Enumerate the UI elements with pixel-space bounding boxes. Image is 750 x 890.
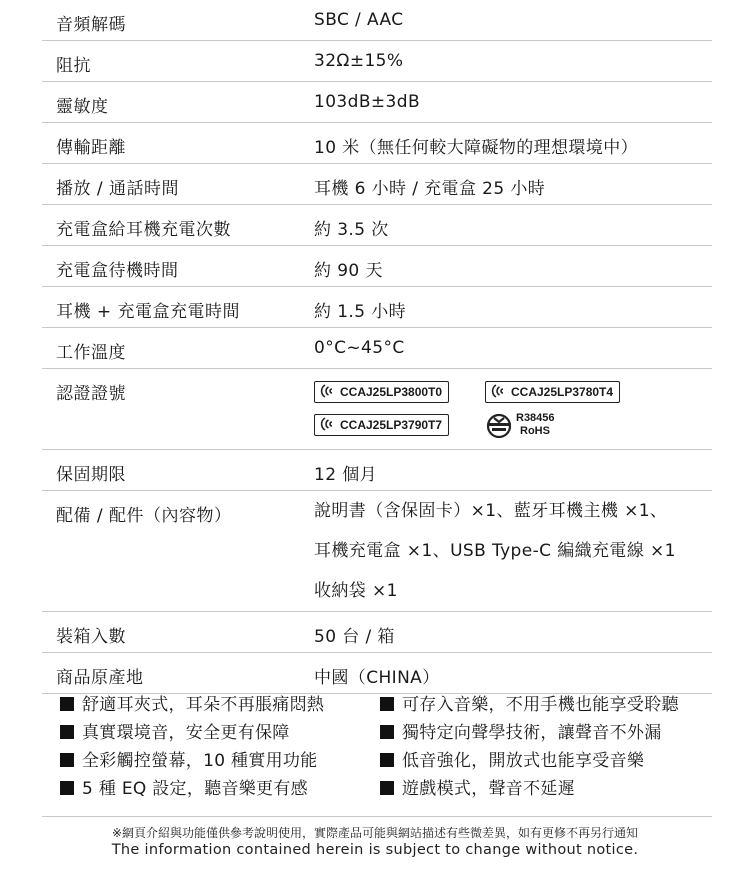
square-bullet-icon xyxy=(380,725,394,739)
spec-value: 50 台 / 箱 xyxy=(314,627,395,647)
spec-row-warranty xyxy=(42,449,712,490)
spec-label: 保固期限 xyxy=(56,465,126,485)
bsmi-rohs-logo-icon xyxy=(486,413,512,439)
rohs-code: R38456 xyxy=(516,412,555,424)
wireless-wave-icon xyxy=(319,384,337,398)
feature-item xyxy=(380,690,679,715)
disclaimer-zh: ※網頁介紹與功能僅供參考說明使用，實際產品可能與網站描述有些微差異，如有更修不再另行通知 xyxy=(111,826,639,840)
spec-label: 充電盒待機時間 xyxy=(56,261,179,281)
square-bullet-icon xyxy=(380,697,394,711)
square-bullet-icon xyxy=(60,781,74,795)
feature-item xyxy=(60,690,324,715)
spec-row-range xyxy=(42,122,712,163)
cert-badge xyxy=(485,381,620,403)
spec-value: SBC / AAC xyxy=(314,10,404,30)
spec-label: 充電盒給耳機充電次數 xyxy=(56,220,231,240)
spec-label: 播放 / 通話時間 xyxy=(56,179,180,199)
disclaimer-en: The information contained herein is subject to change without notice. xyxy=(111,842,639,858)
spec-row-certification xyxy=(42,368,712,449)
spec-row-charge-count xyxy=(42,204,712,245)
cert-badge-code: CCAJ25LP3800T0 xyxy=(340,385,443,399)
spec-table xyxy=(42,0,712,694)
feature-item xyxy=(60,746,318,771)
feature-text: 5 種 EQ 設定，聽音樂更有感 xyxy=(82,779,308,799)
spec-row-sensitivity xyxy=(42,81,712,122)
spec-value: 耳機 6 小時 / 充電盒 25 小時 xyxy=(314,179,546,199)
spec-label: 傳輸距離 xyxy=(56,138,126,158)
feature-item xyxy=(60,718,290,743)
certification-badges xyxy=(314,381,714,441)
footer-divider xyxy=(42,816,712,817)
feature-text: 全彩觸控螢幕，10 種實用功能 xyxy=(82,751,318,771)
spec-label: 靈敏度 xyxy=(56,97,109,117)
spec-label: 配備 / 配件（內容物） xyxy=(56,506,232,526)
spec-value: 10 米（無任何較大障礙物的理想環境中） xyxy=(314,138,639,158)
feature-text: 低音強化，開放式也能享受音樂 xyxy=(402,751,645,771)
spec-value: 約 1.5 小時 xyxy=(314,302,407,322)
spec-label: 阻抗 xyxy=(56,56,91,76)
wireless-wave-icon xyxy=(490,384,508,398)
square-bullet-icon xyxy=(60,725,74,739)
feature-text: 可存入音樂，不用手機也能享受聆聽 xyxy=(402,695,679,715)
spec-value: 約 90 天 xyxy=(314,261,383,281)
cert-badge-code: CCAJ25LP3790T7 xyxy=(340,418,443,432)
spec-row-temperature xyxy=(42,327,712,368)
spec-row-accessories xyxy=(42,490,712,611)
rohs-mark: RoHS xyxy=(520,425,550,437)
accessories-line: 說明書（含保固卡）×1、藍牙耳機主機 ×1、 xyxy=(314,501,668,521)
spec-value: 中國（CHINA） xyxy=(314,668,440,688)
spec-row-codec xyxy=(42,0,712,40)
cert-badge xyxy=(314,414,449,436)
square-bullet-icon xyxy=(380,753,394,767)
spec-label: 裝箱入數 xyxy=(56,627,126,647)
spec-value: 0°C~45°C xyxy=(314,338,405,358)
spec-row-charge-time xyxy=(42,286,712,327)
feature-text: 獨特定向聲學技術，讓聲音不外漏 xyxy=(402,723,662,743)
spec-value: 約 3.5 次 xyxy=(314,220,389,240)
feature-item xyxy=(380,774,575,799)
feature-text: 真實環境音，安全更有保障 xyxy=(82,723,290,743)
spec-value: 103dB±3dB xyxy=(314,92,421,112)
spec-row-standby xyxy=(42,245,712,286)
feature-text: 遊戲模式，聲音不延遲 xyxy=(402,779,575,799)
square-bullet-icon xyxy=(380,781,394,795)
spec-label: 耳機 + 充電盒充電時間 xyxy=(56,302,241,322)
feature-text: 舒適耳夾式，耳朵不再脹痛悶熱 xyxy=(82,695,325,715)
spec-value: 32Ω±15% xyxy=(314,51,404,71)
accessories-line: 收納袋 ×1 xyxy=(314,581,398,601)
spec-label: 音頻解碼 xyxy=(56,15,126,35)
spec-label: 工作溫度 xyxy=(56,343,126,363)
spec-label: 商品原產地 xyxy=(56,668,144,688)
spec-value: 12 個月 xyxy=(314,465,378,485)
rohs-certification xyxy=(486,411,576,441)
accessories-list xyxy=(314,491,676,611)
accessories-line: 耳機充電盒 ×1、USB Type-C 編織充電線 ×1 xyxy=(314,541,676,561)
square-bullet-icon xyxy=(60,753,74,767)
cert-badge xyxy=(314,381,449,403)
feature-item xyxy=(380,718,662,743)
spec-label: 認證證號 xyxy=(56,384,126,404)
cert-badge-code: CCAJ25LP3780T4 xyxy=(511,385,614,399)
spec-row-impedance xyxy=(42,40,712,81)
feature-item xyxy=(60,774,308,799)
square-bullet-icon xyxy=(60,697,74,711)
spec-row-origin xyxy=(42,652,712,693)
feature-item xyxy=(380,746,644,771)
wireless-wave-icon xyxy=(319,417,337,431)
spec-row-packing xyxy=(42,611,712,652)
spec-row-playtime xyxy=(42,163,712,204)
